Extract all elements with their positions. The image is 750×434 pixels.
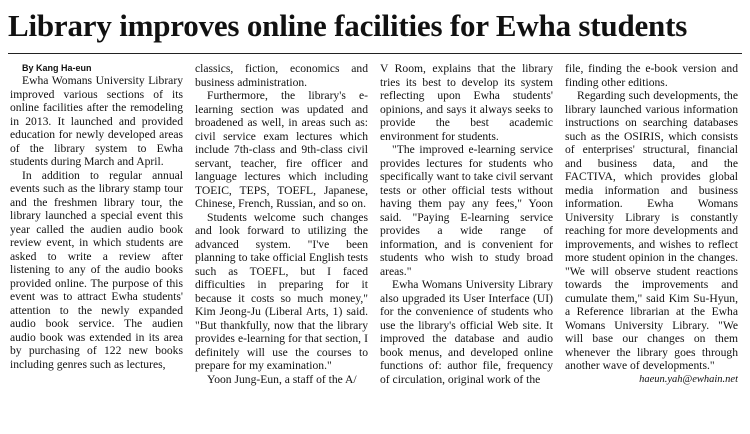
paragraph: In addition to regular annual events such as the library stamp tour and the freshmen library tour, the library launched a special event this year called the audien audio book review event, in which students are asked to write a review after listening to any of the audio books provided online. The purpose of this event was to attract Ewha students' attention to the newly expanded audio book service. The audien audio book was extended in its area by purchasing of 122 new books including genres such as lectures, xyxy=(10,168,183,371)
paragraph: Regarding such developments, the library launched various information instructions on searching databases such as the OSIRIS, which consists of enterprises' structural, financial and business data, and the FACTIVA, which provides global media information and business information. Ewha Womans University Library is constantly reaching for more developments and improvements, and wishes to reflect more student opinion in the changes. "We will observe student reactions towards the improvements and cumulate them," said Kim Su-Hyun, a Reference librarian at the Ewha Womans University Library. "We will base our changes on them whenever the library goes through another wave of developments." xyxy=(565,89,738,372)
paragraph: file, finding the e-book version and finding other editions. xyxy=(565,62,738,89)
paragraph: classics, fiction, economics and business administration. xyxy=(195,62,368,89)
paragraph: Ewha Womans University Library improved various sections of its online facilities after the remodeling in 2013. It launched and provided education for newly developed areas of the library system to Ewha students during March and April. xyxy=(10,74,183,168)
byline: By Kang Ha-eun xyxy=(22,63,92,73)
paragraph: Ewha Womans University Library also upgraded its User Interface (UI) for the convenience of students who use the library's official Web site. It improved the database and audio book menus, and developed online functions of: author file, frequency of circulation, original work of the xyxy=(380,278,553,386)
paragraph: Yoon Jung-Eun, a staff of the A/ xyxy=(207,372,357,386)
column-3 xyxy=(380,62,553,430)
column-1 xyxy=(10,62,183,430)
paragraph: "The improved e-learning service provides lectures for students who specifically want to take civil servant tests or other official tests without having them pay any fees," Yoon said. "Paying E-learning service provides a wide range of information, and is convenient for students who wish to study broad areas." xyxy=(380,143,553,278)
column-4 xyxy=(565,62,738,430)
column-2 xyxy=(195,62,368,430)
headline: Library improves online facilities for Ewha students xyxy=(8,8,688,43)
paragraph: V Room, explains that the library tries its best to develop its system reflecting upon Ewha students' opinions, and says it always seeks to provide the best academic environment for students. xyxy=(380,62,553,143)
paragraph: Students welcome such changes and look forward to utilizing the advanced system. "I've been planning to take official English tests such as TOEFL, but I faced difficulties in preparing for it because it costs so much money," Kim Jeong-Ju (Liberal Arts, 1) said. "But thankfully, now that the library provides e-learning for that section, I definitely will use the courses to prepare for my examination." xyxy=(195,210,368,372)
author-email: haeun.yah@ewhain.net xyxy=(639,373,738,385)
headline-rule xyxy=(8,53,742,54)
article-columns xyxy=(10,62,740,430)
paragraph: Furthermore, the library's e-learning section was updated and broadened as well, in areas such as: civil service exam lectures which include 7th-class and 9th-class civil servant, teacher, fire officer and language lectures which including TOEIC, TEPS, TOEFL, Japanese, Chinese, French, Russian, and so on. xyxy=(195,89,368,210)
